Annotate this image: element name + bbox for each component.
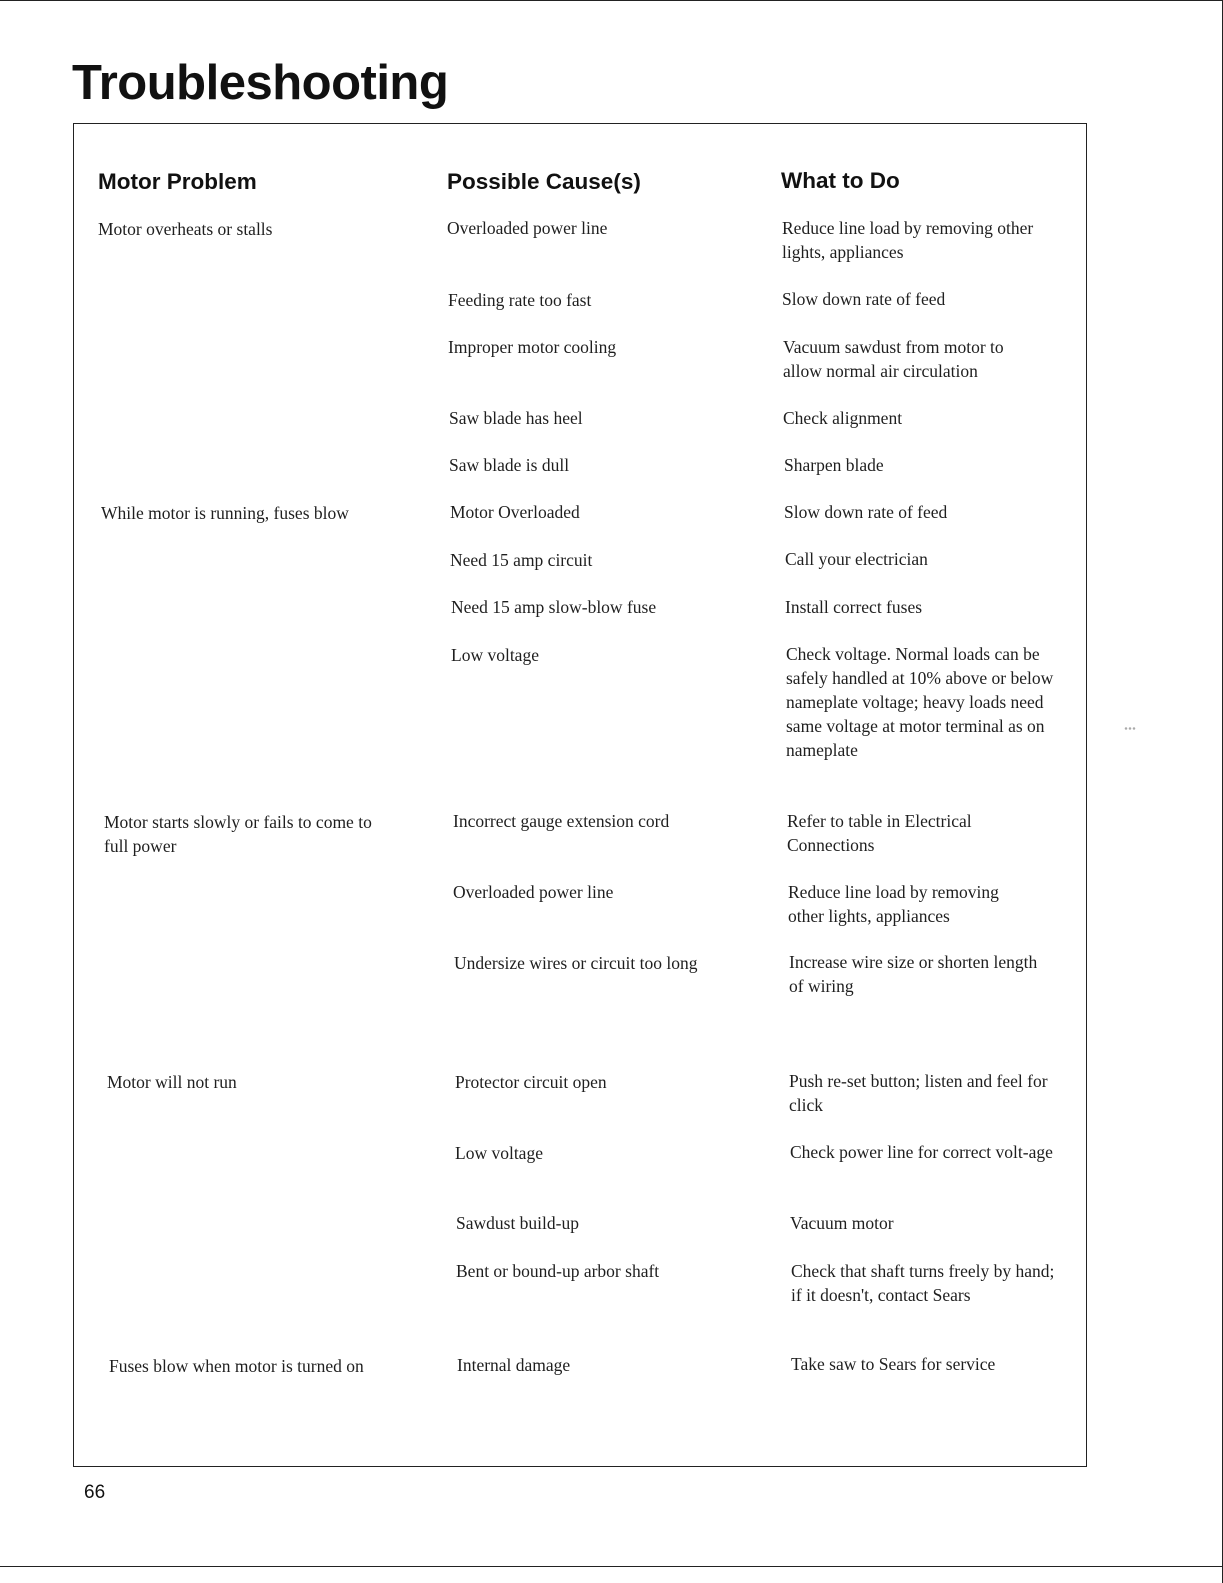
problem-cell: Motor overheats or stalls <box>98 219 273 239</box>
header-possible-causes: Possible Cause(s) <box>447 169 641 194</box>
cause-cell: Bent or bound-up arbor shaft <box>456 1261 660 1281</box>
cause-cell: Need 15 amp slow-blow fuse <box>451 597 657 617</box>
problem-cell: Motor will not run <box>107 1072 237 1092</box>
action-cell: Refer to table in Electrical Connections <box>787 811 972 855</box>
problem-cell: Motor starts slowly or fails to come to full power <box>104 812 372 856</box>
action-cell: Reduce line load by removing other lights, appliances <box>788 882 999 926</box>
action-cell: Reduce line load by removing other lights, appliances <box>782 218 1034 262</box>
action-cell: Slow down rate of feed <box>782 289 946 309</box>
cause-cell: Saw blade has heel <box>449 408 583 428</box>
cause-cell: Saw blade is dull <box>449 455 570 475</box>
action-cell: Take saw to Sears for service <box>791 1354 996 1374</box>
cause-cell: Overloaded power line <box>447 218 608 238</box>
cause-cell: Undersize wires or circuit too long <box>454 953 698 973</box>
problem-cell: While motor is running, fuses blow <box>101 503 349 523</box>
action-cell: Vacuum motor <box>790 1213 894 1233</box>
scan-speck <box>1124 727 1136 730</box>
action-cell: Check voltage. Normal loads can be safely handled at 10% above or below nameplate voltage; heavy loads need same voltage at motor terminal as on nameplate <box>786 644 1054 760</box>
scan-border-bottom <box>0 1566 1223 1567</box>
action-cell: Check power line for correct volt-age <box>790 1142 1053 1162</box>
cause-cell: Low voltage <box>455 1143 543 1163</box>
cause-cell: Protector circuit open <box>455 1072 607 1092</box>
cause-cell: Internal damage <box>457 1355 571 1375</box>
cause-cell: Feeding rate too fast <box>448 290 592 310</box>
cause-cell: Improper motor cooling <box>448 337 617 357</box>
action-cell: Push re-set button; listen and feel for click <box>789 1071 1048 1115</box>
scan-border-top <box>0 0 1223 1</box>
action-cell: Sharpen blade <box>784 455 884 475</box>
action-cell: Slow down rate of feed <box>784 502 948 522</box>
header-motor-problem: Motor Problem <box>98 169 257 194</box>
action-cell: Call your electrician <box>785 549 928 569</box>
action-cell: Check that shaft turns freely by hand; if it doesn't, contact Sears <box>791 1261 1055 1305</box>
cause-cell: Incorrect gauge extension cord <box>453 811 670 831</box>
cause-cell: Motor Overloaded <box>450 502 580 522</box>
cause-cell: Low voltage <box>451 645 539 665</box>
page-title: Troubleshooting <box>72 56 449 110</box>
action-cell: Install correct fuses <box>785 597 923 617</box>
page-number: 66 <box>84 1482 106 1503</box>
action-cell: Check alignment <box>783 408 903 428</box>
action-cell: Vacuum sawdust from motor to allow normal air circulation <box>783 337 1004 381</box>
cause-cell: Overloaded power line <box>453 882 614 902</box>
cause-cell: Sawdust build-up <box>456 1213 579 1233</box>
action-cell: Increase wire size or shorten length of wiring <box>789 952 1038 996</box>
cause-cell: Need 15 amp circuit <box>450 550 593 570</box>
header-what-to-do: What to Do <box>781 168 900 193</box>
problem-cell: Fuses blow when motor is turned on <box>109 1356 364 1376</box>
